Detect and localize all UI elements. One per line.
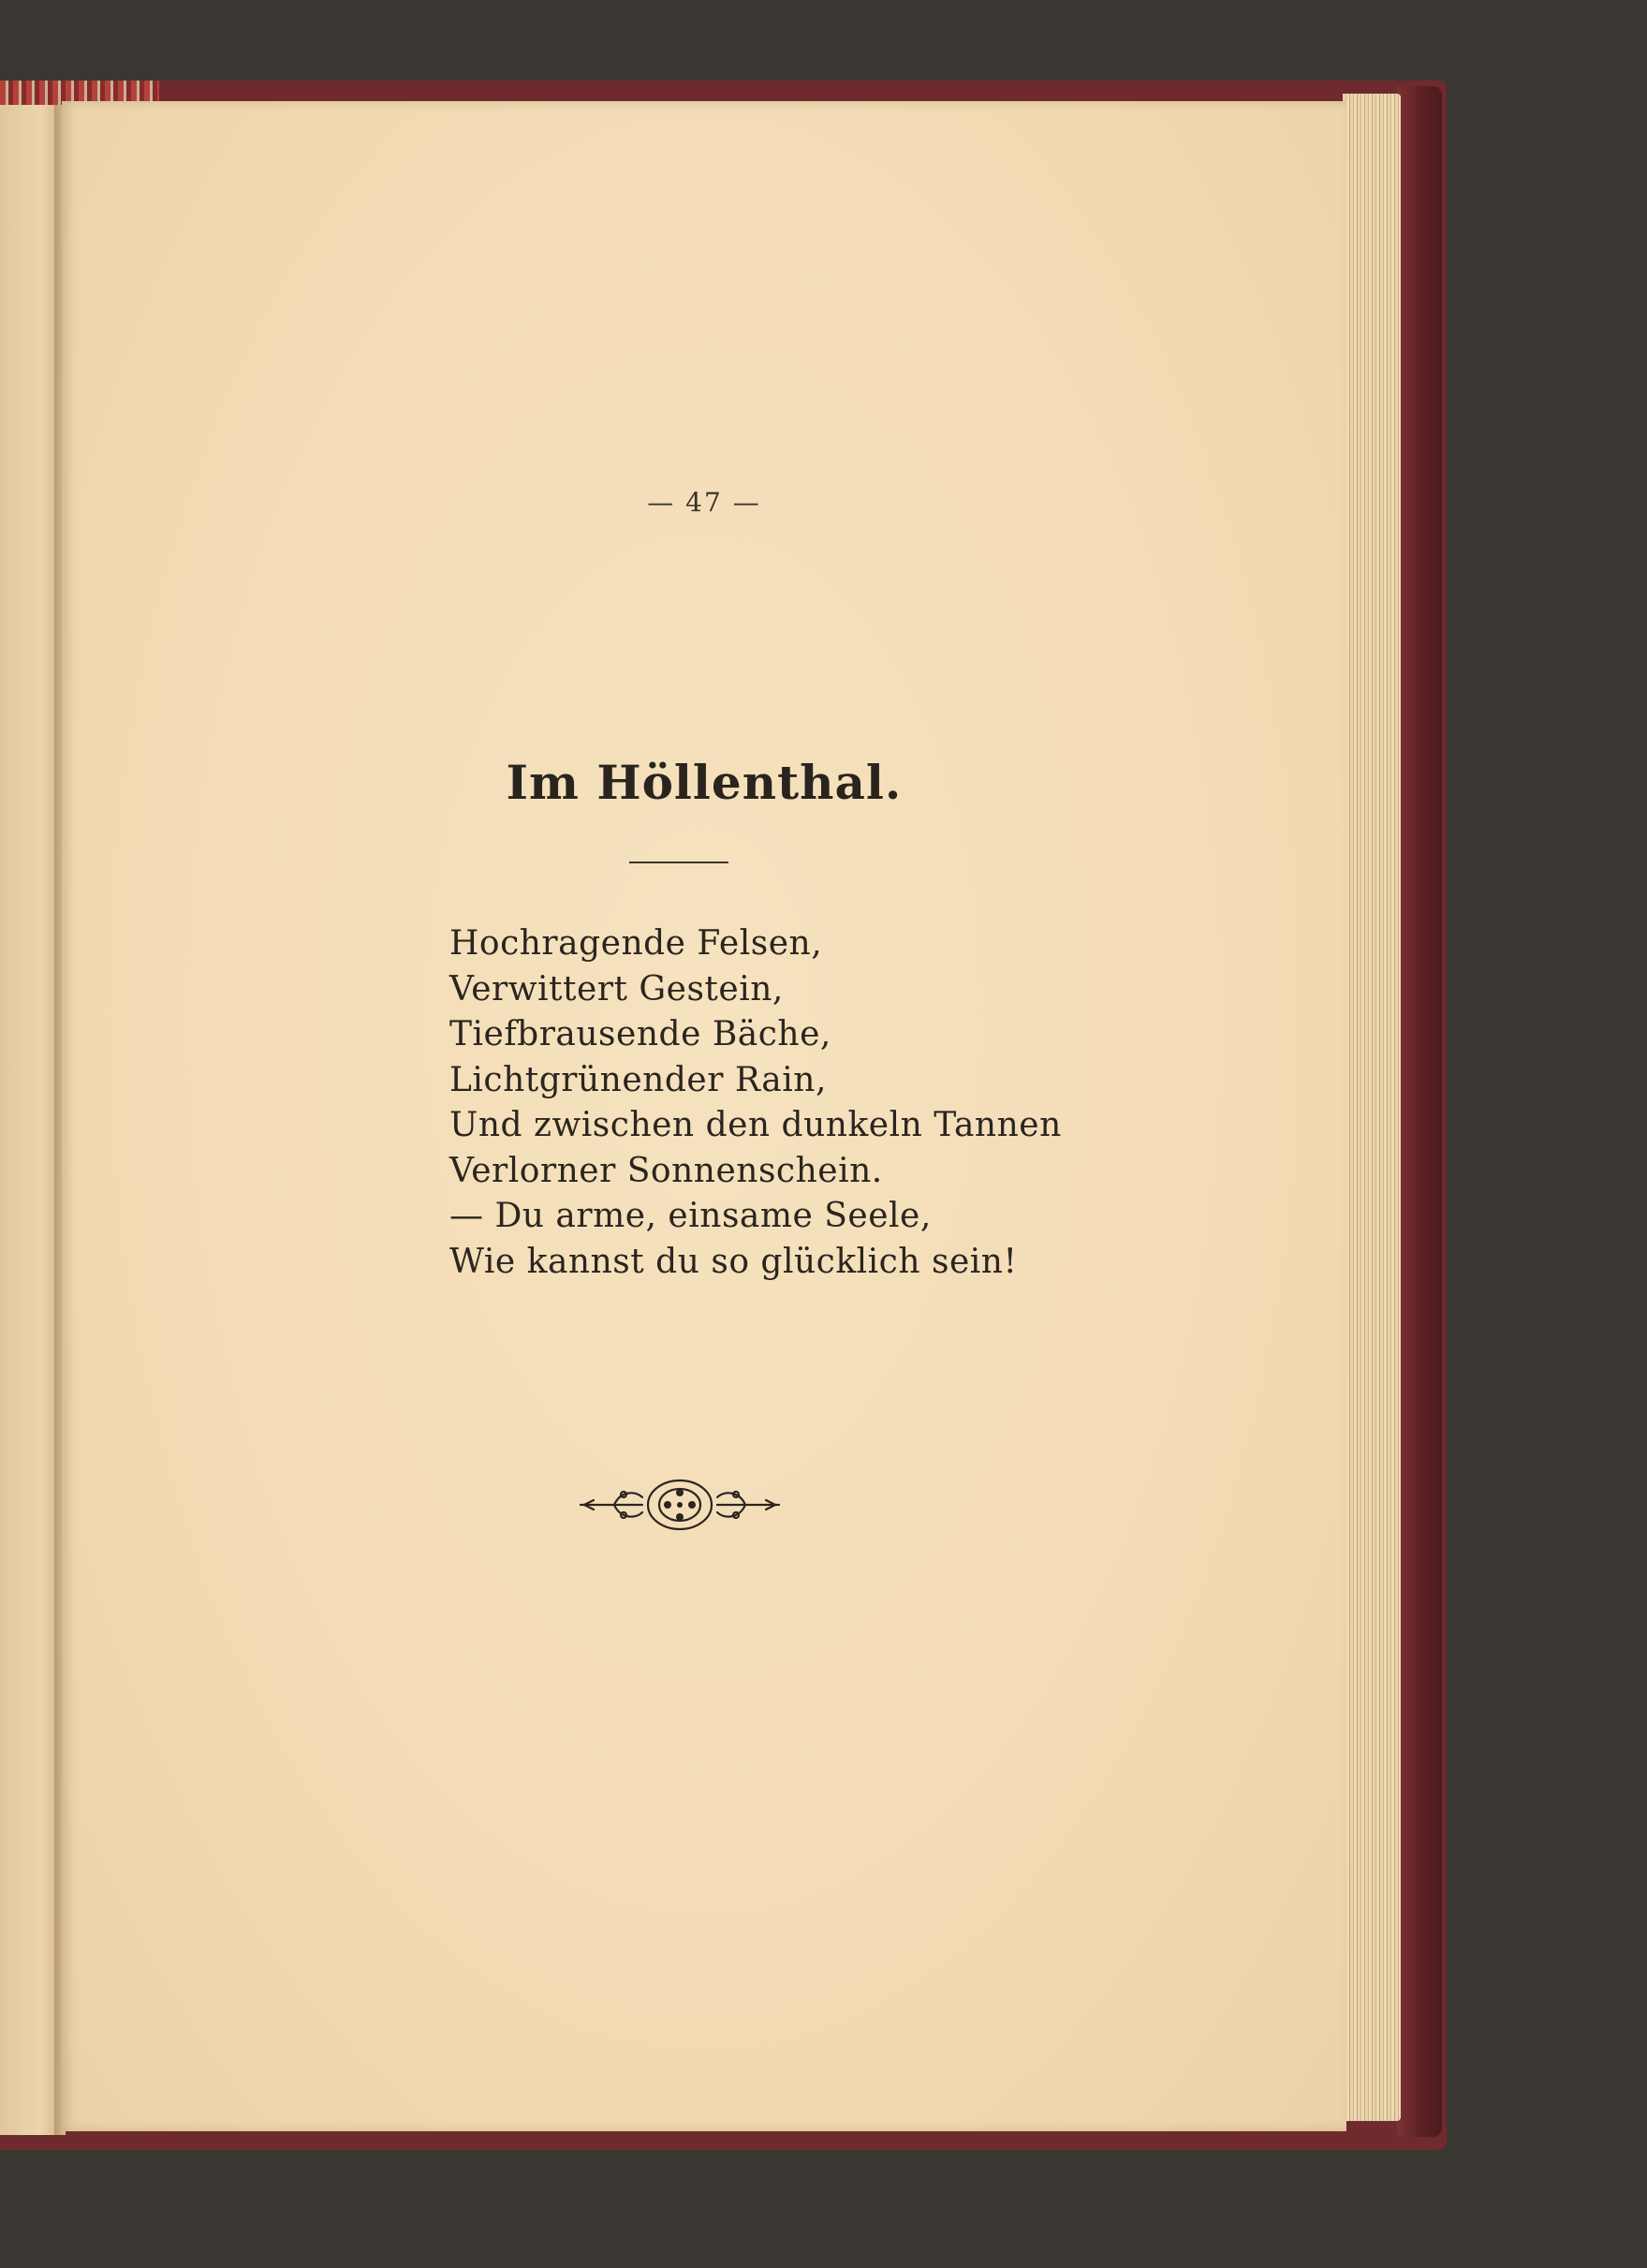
poem-line: Tiefbrausende Bäche, (449, 1015, 831, 1053)
poem-title: Im Höllenthal. (506, 755, 903, 810)
cover-edge (1397, 86, 1442, 2137)
poem-body (449, 921, 1105, 1285)
poem-line: Verlorner Sonnenschein. (449, 1151, 883, 1190)
ornament-vignette-icon (577, 1472, 783, 1538)
title-divider (629, 862, 728, 863)
page-block-edges (1343, 94, 1401, 2121)
left-page-edge (0, 105, 58, 2135)
book-page (62, 101, 1346, 2131)
poem-line: Lichtgrünender Rain, (449, 1060, 827, 1099)
poem-line: Wie kannst du so glücklich sein! (449, 1242, 1018, 1281)
poem-line: Und zwischen den dunkeln Tannen (449, 1106, 1062, 1144)
poem-line: Hochragende Felsen, (449, 924, 823, 963)
poem-line: Verwittert Gestein, (449, 969, 784, 1009)
page-number: — 47 — (647, 487, 761, 518)
poem-line: — Du arme, einsame Seele, (449, 1197, 932, 1235)
